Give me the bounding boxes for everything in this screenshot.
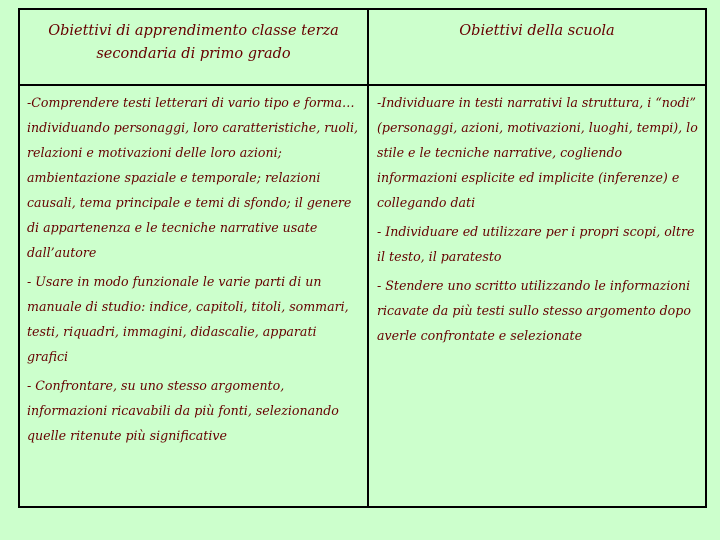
header-learning-objectives: Obiettivi di apprendimento classe terza secondaria di primo grado xyxy=(20,10,369,86)
school-objective-1: -Individuare in testi narrativi la struttura, i “nodi” (personaggi, azioni, motivazioni, luoghi, tempi), lo stile e le tecniche narrative, cogliendo informazioni esplicite ed implicite (inferenze) e collegando dati xyxy=(377,95,698,210)
header-school-objectives: Obiettivi della scuola xyxy=(369,10,705,86)
learning-objectives-cell xyxy=(20,86,369,506)
learning-objective-1: -Comprendere testi letterari di vario tipo e forma… individuando personaggi, loro caratteristiche, ruoli, relazioni e motivazioni delle loro azioni; ambientazione spaziale e temporale; relazioni causali, tema principale e temi di sfondo; il genere di appartenenza e le tecniche narrative usate dall’autore xyxy=(27,95,359,260)
learning-objective-2: - Usare in modo funzionale le varie parti di un manuale di studio: indice, capitoli, titoli, sommari, testi, riquadri, immagini, didascalie, apparati grafici xyxy=(27,274,349,364)
objectives-table xyxy=(18,8,707,508)
school-objective-3: - Stendere uno scritto utilizzando le informazioni ricavate da più testi sullo stesso argomento dopo averle confrontate e selezionate xyxy=(377,278,691,343)
school-objective-2: - Individuare ed utilizzare per i propri scopi, oltre il testo, il paratesto xyxy=(377,224,695,264)
school-objectives-cell xyxy=(369,86,705,506)
learning-objective-3: - Confrontare, su uno stesso argomento, informazioni ricavabili da più fonti, selezionando quelle ritenute più significative xyxy=(27,378,339,443)
